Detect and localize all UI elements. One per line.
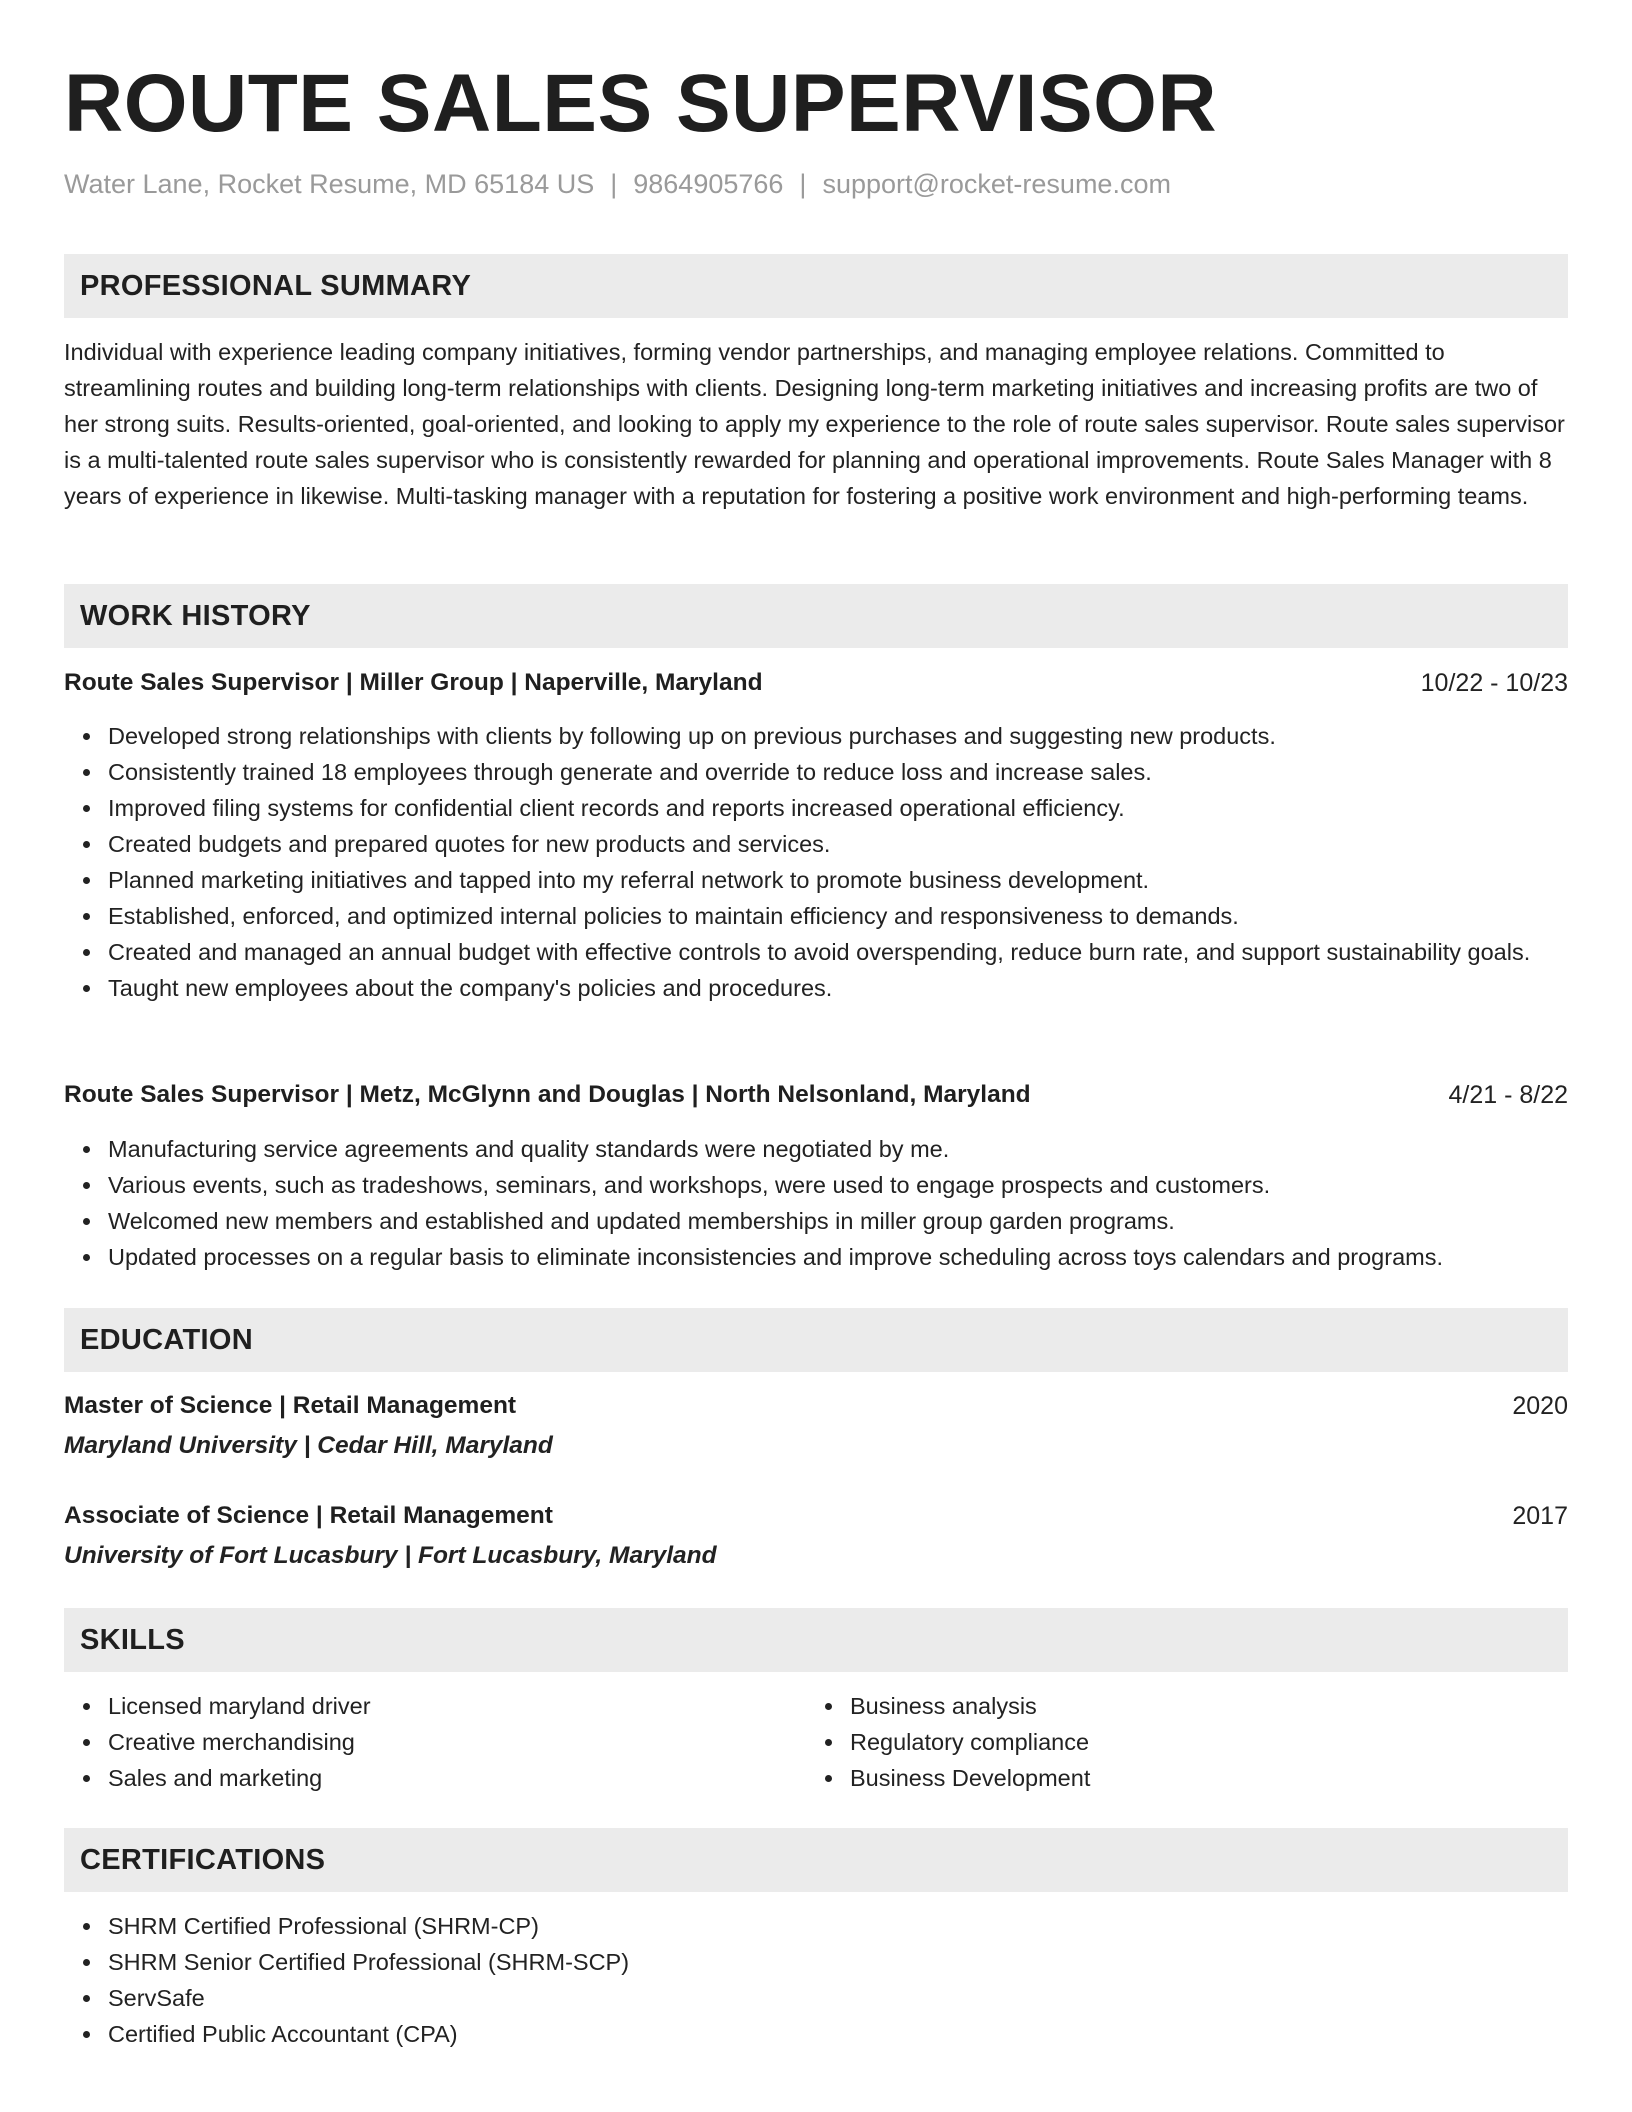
skill-item: Creative merchandising: [108, 1724, 798, 1760]
job-title: Route Sales Supervisor | Miller Group | Naperville, Maryland: [64, 669, 763, 696]
skill-item: Business Development: [850, 1760, 1550, 1796]
job-dates: 10/22 - 10/23: [1420, 669, 1568, 697]
certification-item: ServSafe: [108, 1980, 1568, 2016]
section-header-summary: PROFESSIONAL SUMMARY: [64, 254, 1568, 318]
skill-item: Business analysis: [850, 1688, 1550, 1724]
job-bullet: Updated processes on a regular basis to eliminate inconsistencies and improve scheduling across toys calendars and programs.: [108, 1239, 1568, 1275]
skills-list-left: [64, 1688, 798, 1796]
section-header-work-history: WORK HISTORY: [64, 584, 1568, 648]
education-year: 2020: [1512, 1392, 1568, 1420]
job-bullet: Planned marketing initiatives and tapped into my referral network to promote business development.: [108, 862, 1568, 898]
certification-item: SHRM Senior Certified Professional (SHRM-SCP): [108, 1944, 1568, 1980]
job-bullet: Various events, such as tradeshows, seminars, and workshops, were used to engage prospects and customers.: [108, 1167, 1568, 1203]
job-bullet: Established, enforced, and optimized internal policies to maintain efficiency and responsiveness to demands.: [108, 898, 1568, 934]
contact-separator: |: [799, 169, 807, 199]
section-header-skills: SKILLS: [64, 1608, 1568, 1672]
contact-separator: |: [610, 169, 618, 199]
job-title: Route Sales Supervisor | Metz, McGlynn and Douglas | North Nelsonland, Maryland: [64, 1081, 1031, 1108]
contact-phone: 9864905766: [633, 169, 784, 199]
section-header-certifications: CERTIFICATIONS: [64, 1828, 1568, 1892]
job-bullet: Manufacturing service agreements and quality standards were negotiated by me.: [108, 1131, 1568, 1167]
job-bullet: Developed strong relationships with clients by following up on previous purchases and suggesting new products.: [108, 718, 1568, 754]
job-bullets: [64, 1131, 1568, 1275]
education-year: 2017: [1512, 1502, 1568, 1530]
skills-list-right: [806, 1688, 1550, 1796]
skill-item: Regulatory compliance: [850, 1724, 1550, 1760]
job-dates: 4/21 - 8/22: [1448, 1081, 1568, 1109]
summary-text: Individual with experience leading company initiatives, forming vendor partnerships, and managing employee relations. Committed to streamlining routes and building long-term relationships with clients. Designing long-term marketing initiatives and increasing profits are two of her strong suits. Results-oriented, goal-oriented, and looking to apply my experience to the role of route sales supervisor. Route sales supervisor is a multi-talented route sales supervisor who is consistently rewarded for planning and operational improvements. Route Sales Manager with 8 years of experience in likewise. Multi-tasking manager with a reputation for fostering a positive work environment and high-performing teams.: [64, 339, 1565, 509]
certifications-list: [64, 1908, 1568, 2052]
certification-item: SHRM Certified Professional (SHRM-CP): [108, 1908, 1568, 1944]
job-bullet: Improved filing systems for confidential client records and reports increased operational efficiency.: [108, 790, 1568, 826]
section-header-education: EDUCATION: [64, 1308, 1568, 1372]
certification-item: Certified Public Accountant (CPA): [108, 2016, 1568, 2052]
contact-address: Water Lane, Rocket Resume, MD 65184 US: [64, 169, 595, 199]
contact-line: [64, 166, 1171, 202]
job-bullet: Consistently trained 18 employees through generate and override to reduce loss and increase sales.: [108, 754, 1568, 790]
job-bullet: Created budgets and prepared quotes for new products and services.: [108, 826, 1568, 862]
contact-email: support@rocket-resume.com: [822, 169, 1171, 199]
job-bullets: [64, 718, 1568, 1006]
degree: Associate of Science | Retail Management: [64, 1502, 553, 1529]
resume-title: ROUTE SALES SUPERVISOR: [64, 58, 1218, 149]
job-bullet: Taught new employees about the company's policies and procedures.: [108, 970, 1568, 1006]
school: Maryland University | Cedar Hill, Maryland: [64, 1432, 553, 1459]
skill-item: Licensed maryland driver: [108, 1688, 798, 1724]
job-bullet: Welcomed new members and established and updated memberships in miller group garden programs.: [108, 1203, 1568, 1239]
degree: Master of Science | Retail Management: [64, 1392, 517, 1419]
skill-item: Sales and marketing: [108, 1760, 798, 1796]
job-bullet: Created and managed an annual budget with effective controls to avoid overspending, reduce burn rate, and support sustainability goals.: [108, 934, 1568, 970]
school: University of Fort Lucasbury | Fort Lucasbury, Maryland: [64, 1542, 717, 1569]
